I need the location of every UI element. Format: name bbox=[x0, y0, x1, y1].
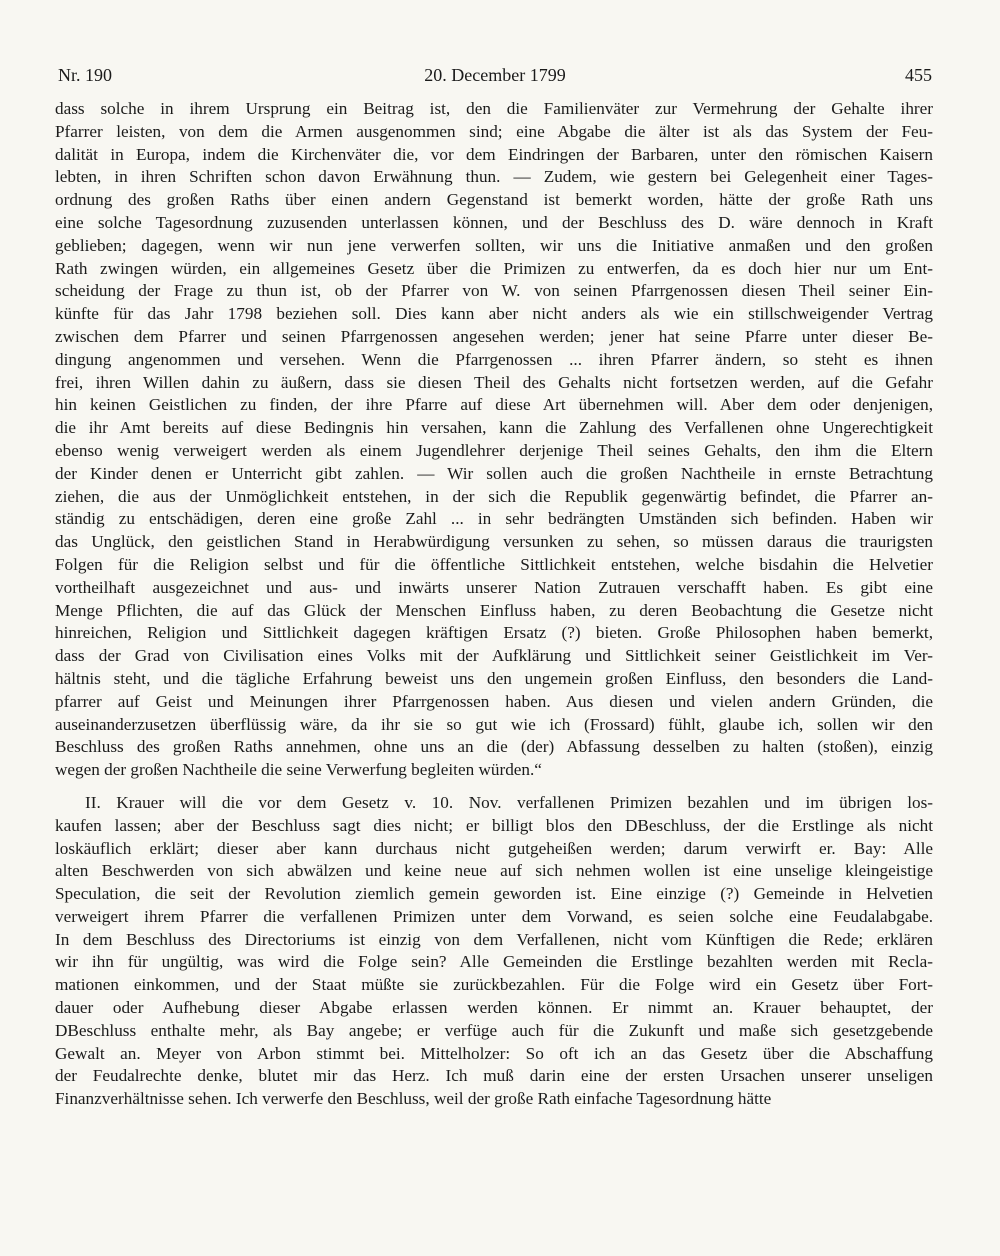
text-line: verweigert ihrem Pfarrer die verfallenen Primizen unter dem Vorwand, es seien solche eine Feudalabgabe. bbox=[55, 906, 933, 926]
text-line: ständig zu entschädigen, deren eine große Zahl ... in sehr bedrängten Umständen sich befinden. Haben wir bbox=[55, 509, 933, 529]
text-line: pfarrer auf Geist und Meinungen ihrer Pfarrgenossen haben. Aus diesen und vielen andern Gründen, die bbox=[55, 691, 933, 711]
text-line: Speculation, die seit der Revolution ziemlich gemein geworden ist. Eine einzige (?) Gemeinde in Helvetien bbox=[55, 884, 933, 904]
text-line: zwischen dem Pfarrer und seinen Pfarrgenossen angesehen werden; jener hat seine Pfarre unter dieser Be- bbox=[55, 326, 933, 346]
text-line: hinreichen, Religion und Sittlichkeit dagegen kräftigen Ersatz (?) bieten. Große Philosophen haben bemerkt, bbox=[55, 623, 933, 643]
text-line: lebten, in ihren Schriften schon davon Erwähnung thun. — Zudem, wie gestern bei Gelegenheit einer Tages- bbox=[55, 167, 933, 187]
text-line: Menge Pflichten, die auf das Glück der Menschen Einfluss haben, zu deren Beobachtung die Gesetze nicht bbox=[55, 600, 933, 620]
text-line: scheidung der Frage zu thun ist, ob der Pfarrer von W. von seinen Pfarrgenossen diesen Theil seiner Ein- bbox=[55, 281, 933, 301]
text-line: ebenso wenig verweigert werden als einem Jugendlehrer derjenige Theil seines Gehalts, den ihm die Eltern bbox=[55, 440, 933, 460]
text-line: vortheilhaft ausgezeichnet und aus- und inwärts unserer Nation Zutrauen verschafft haben. Es gibt eine bbox=[55, 577, 933, 597]
text-line: mationen einkommen, und der Staat müßte sie zurückbezahlen. Für die Folge wird ein Gesetz über Fort- bbox=[55, 975, 933, 995]
text-line: Finanzverhältnisse sehen. Ich verwerfe den Beschluss, weil der große Rath einfache Tagesordnung hätte bbox=[55, 1089, 772, 1109]
text-line: geblieben; dagegen, wenn wir nun jene verwerfen sollten, wir uns die Initiative anmaßen und den großen bbox=[55, 235, 933, 255]
text-line: DBeschluss enthalte mehr, als Bay angebe; er verfüge auch für die Zukunft und maße sich gesetzgebende bbox=[55, 1020, 933, 1040]
text-line: dauer oder Aufhebung dieser Abgabe erlassen werden können. Er nimmt an. Krauer behauptet, der bbox=[55, 998, 933, 1018]
paragraph bbox=[55, 792, 933, 1111]
text-line: auseinanderzusetzen überflüssig wäre, da ihr sie so gut wie ich (Frossard) fühlt, glaube ich, sollen wir den bbox=[55, 714, 933, 734]
body-text bbox=[55, 98, 933, 1111]
text-line: hältnis steht, und die tägliche Erfahrung beweist uns den ungemein großen Einfluss, den besonders die Land- bbox=[55, 668, 933, 688]
text-line: loskäuflich erklärt; dieser aber kann durchaus nicht gutgeheißen werden; darum verwirft er. Bay: Alle bbox=[55, 838, 933, 858]
text-line: das Unglück, den geistlichen Stand in Herabwürdigung versunken zu sehen, so müssen daraus die traurigsten bbox=[55, 532, 933, 552]
text-line: dingung angenommen und versehen. Wenn die Pfarrgenossen ... ihren Pfarrer ändern, so steht es ihnen bbox=[55, 349, 933, 369]
text-line: der Kinder denen er Unterricht gibt zahlen. — Wir sollen auch die großen Nachtheile in ernste Betrachtung bbox=[55, 463, 933, 483]
text-line: Folgen für die Religion selbst und für die öffentliche Sittlichkeit entstehen, welche bisdahin die Helvetier bbox=[55, 554, 933, 574]
text-line: künfte für das Jahr 1798 beziehen soll. Dies kann aber nicht anders als wie ein stillschweigender Vertrag bbox=[55, 304, 933, 324]
text-line: II. Krauer will die vor dem Gesetz v. 10. Nov. verfallenen Primizen bezahlen und im übrigen los- bbox=[85, 792, 933, 812]
text-line: dalität in Europa, indem die Kirchenväter die, vor dem Eindringen der Barbaren, unter den römischen Kaisern bbox=[55, 144, 933, 164]
text-line: ordnung des großen Raths über einen andern Gegenstand ist bemerkt worden, hätte der große Rath uns bbox=[55, 190, 933, 210]
text-line: Pfarrer leisten, von dem die Armen ausgenommen sind; eine Abgabe die älter ist als das System der Feu- bbox=[55, 121, 933, 141]
page-number: 455 bbox=[905, 65, 932, 85]
document-date: 20. December 1799 bbox=[424, 65, 566, 85]
text-line: hin keinen Geistlichen zu finden, der ihre Pfarre auf diese Art übernehmen will. Aber dem oder denjenigen, bbox=[55, 395, 933, 415]
text-line: die ihr Amt bereits auf diese Bedingnis hin versahen, kann die Zahlung des Verfallenen ohne Ungerechtigkeit bbox=[55, 418, 933, 438]
running-header bbox=[58, 60, 932, 90]
text-line: wegen der großen Nachtheile die seine Verwerfung begleiten würden.“ bbox=[55, 760, 542, 780]
paragraph bbox=[55, 98, 933, 782]
text-line: dass solche in ihrem Ursprung ein Beitrag ist, den die Familienväter zur Vermehrung der Gehalte ihrer bbox=[55, 99, 933, 118]
text-line: eine solche Tagesordnung zuzusenden unterlassen können, und der Beschluss des D. wäre dennoch in Kraft bbox=[55, 212, 933, 232]
text-line: wir ihn für ungültig, was wird die Folge sein? Alle Gemeinden die Erstlinge bezahlten werden mit Recla- bbox=[55, 952, 933, 972]
text-line: ziehen, die aus der Unmöglichkeit entstehen, in der sich die Republik gegenwärtig befindet, die Pfarrer an- bbox=[55, 486, 933, 506]
paragraph-gap bbox=[55, 782, 933, 792]
text-line: Rath zwingen würden, ein allgemeines Gesetz über die Primizen zu entwerfen, da es doch hier nur um Ent- bbox=[55, 258, 933, 278]
text-line: In dem Beschluss des Directoriums ist einzig von dem Verfallenen, nicht vom Künftigen die Rede; erklären bbox=[55, 929, 933, 949]
text-line: kaufen lassen; aber der Beschluss sagt dies nicht; er billigt blos den DBeschluss, der die Erstlinge als nicht bbox=[55, 815, 933, 835]
text-line: dass der Grad von Civilisation eines Volks mit der Aufklärung und Sittlichkeit seiner Geistlichkeit im Ver- bbox=[55, 646, 933, 666]
text-line: Beschluss des großen Raths annehmen, ohne uns an die (der) Abfassung desselben zu halten (stoßen), einzig bbox=[55, 737, 933, 757]
text-line: Gewalt an. Meyer von Arbon stimmt bei. Mittelholzer: So oft ich an das Gesetz über die Abschaffung bbox=[55, 1043, 933, 1063]
text-line: alten Beschwerden von sich abwälzen und keine neue auf sich nehmen wollen ist eine unselige kleingeistige bbox=[55, 861, 933, 881]
text-line: frei, ihren Willen dahin zu äußern, dass sie diesen Theil des Gehalts nicht fortsetzen werden, auf die Gefahr bbox=[55, 372, 933, 392]
document-number: Nr. 190 bbox=[58, 65, 112, 85]
text-line: der Feudalrechte denke, blutet mir das Herz. Ich muß darin eine der ersten Ursachen unserer unseligen bbox=[55, 1066, 933, 1086]
